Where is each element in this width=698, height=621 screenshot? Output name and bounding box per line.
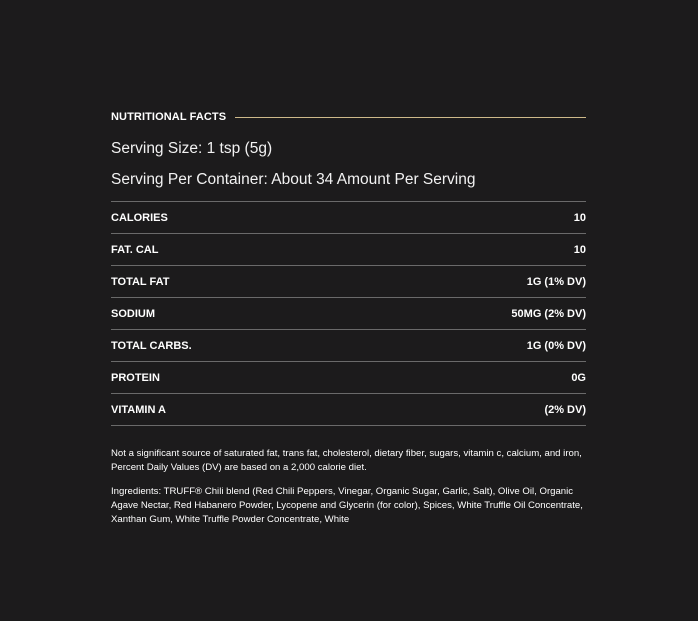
fact-value: 10	[573, 243, 586, 256]
fact-row-calories	[111, 202, 586, 234]
fact-row-vitamin-a	[111, 394, 586, 426]
section-header	[111, 108, 586, 126]
serving-per-container: Serving Per Container: About 34 Amount Per Serving	[111, 171, 476, 188]
fact-label: PROTEIN	[111, 371, 160, 384]
ingredients-list: Ingredients: TRUFF® Chili blend (Red Chili Peppers, Vinegar, Organic Sugar, Garlic, Salt), Olive Oil, Organic Agave Nectar, Red Habanero Powder, Lycopene and Glycerin (for color), Spices, White Truffle Oil Concentrate, Xanthan Gum, White Truffle Powder Concentrate, White	[111, 485, 583, 525]
fact-value: 0G	[571, 371, 586, 384]
fact-label: SODIUM	[111, 307, 155, 320]
section-title: NUTRITIONAL FACTS	[111, 111, 227, 123]
fact-row-fat-cal	[111, 234, 586, 266]
fact-label: TOTAL FAT	[111, 275, 170, 288]
fact-value: 10	[573, 211, 586, 224]
fact-row-total-fat	[111, 266, 586, 298]
serving-size: Serving Size: 1 tsp (5g)	[111, 140, 273, 157]
fact-label: FAT. CAL	[111, 243, 159, 256]
fact-label: VITAMIN A	[111, 403, 166, 416]
fact-value: 50MG (2% DV)	[511, 307, 586, 320]
nutrition-facts-panel	[111, 108, 586, 536]
fact-value: (2% DV)	[544, 403, 586, 416]
facts-table	[111, 201, 586, 426]
header-divider	[235, 117, 586, 118]
fact-row-protein	[111, 362, 586, 394]
fact-label: TOTAL CARBS.	[111, 339, 192, 352]
daily-value-disclaimer: Not a significant source of saturated fat, trans fat, cholesterol, dietary fiber, sugars, vitamin c, calcium, and iron, Percent Daily Values (DV) are based on a 2,000 calorie diet.	[111, 448, 582, 473]
fact-row-total-carbs	[111, 330, 586, 362]
fact-value: 1G (0% DV)	[526, 339, 586, 352]
fact-row-sodium	[111, 298, 586, 330]
fact-value: 1G (1% DV)	[526, 275, 586, 288]
fact-label: CALORIES	[111, 211, 168, 224]
